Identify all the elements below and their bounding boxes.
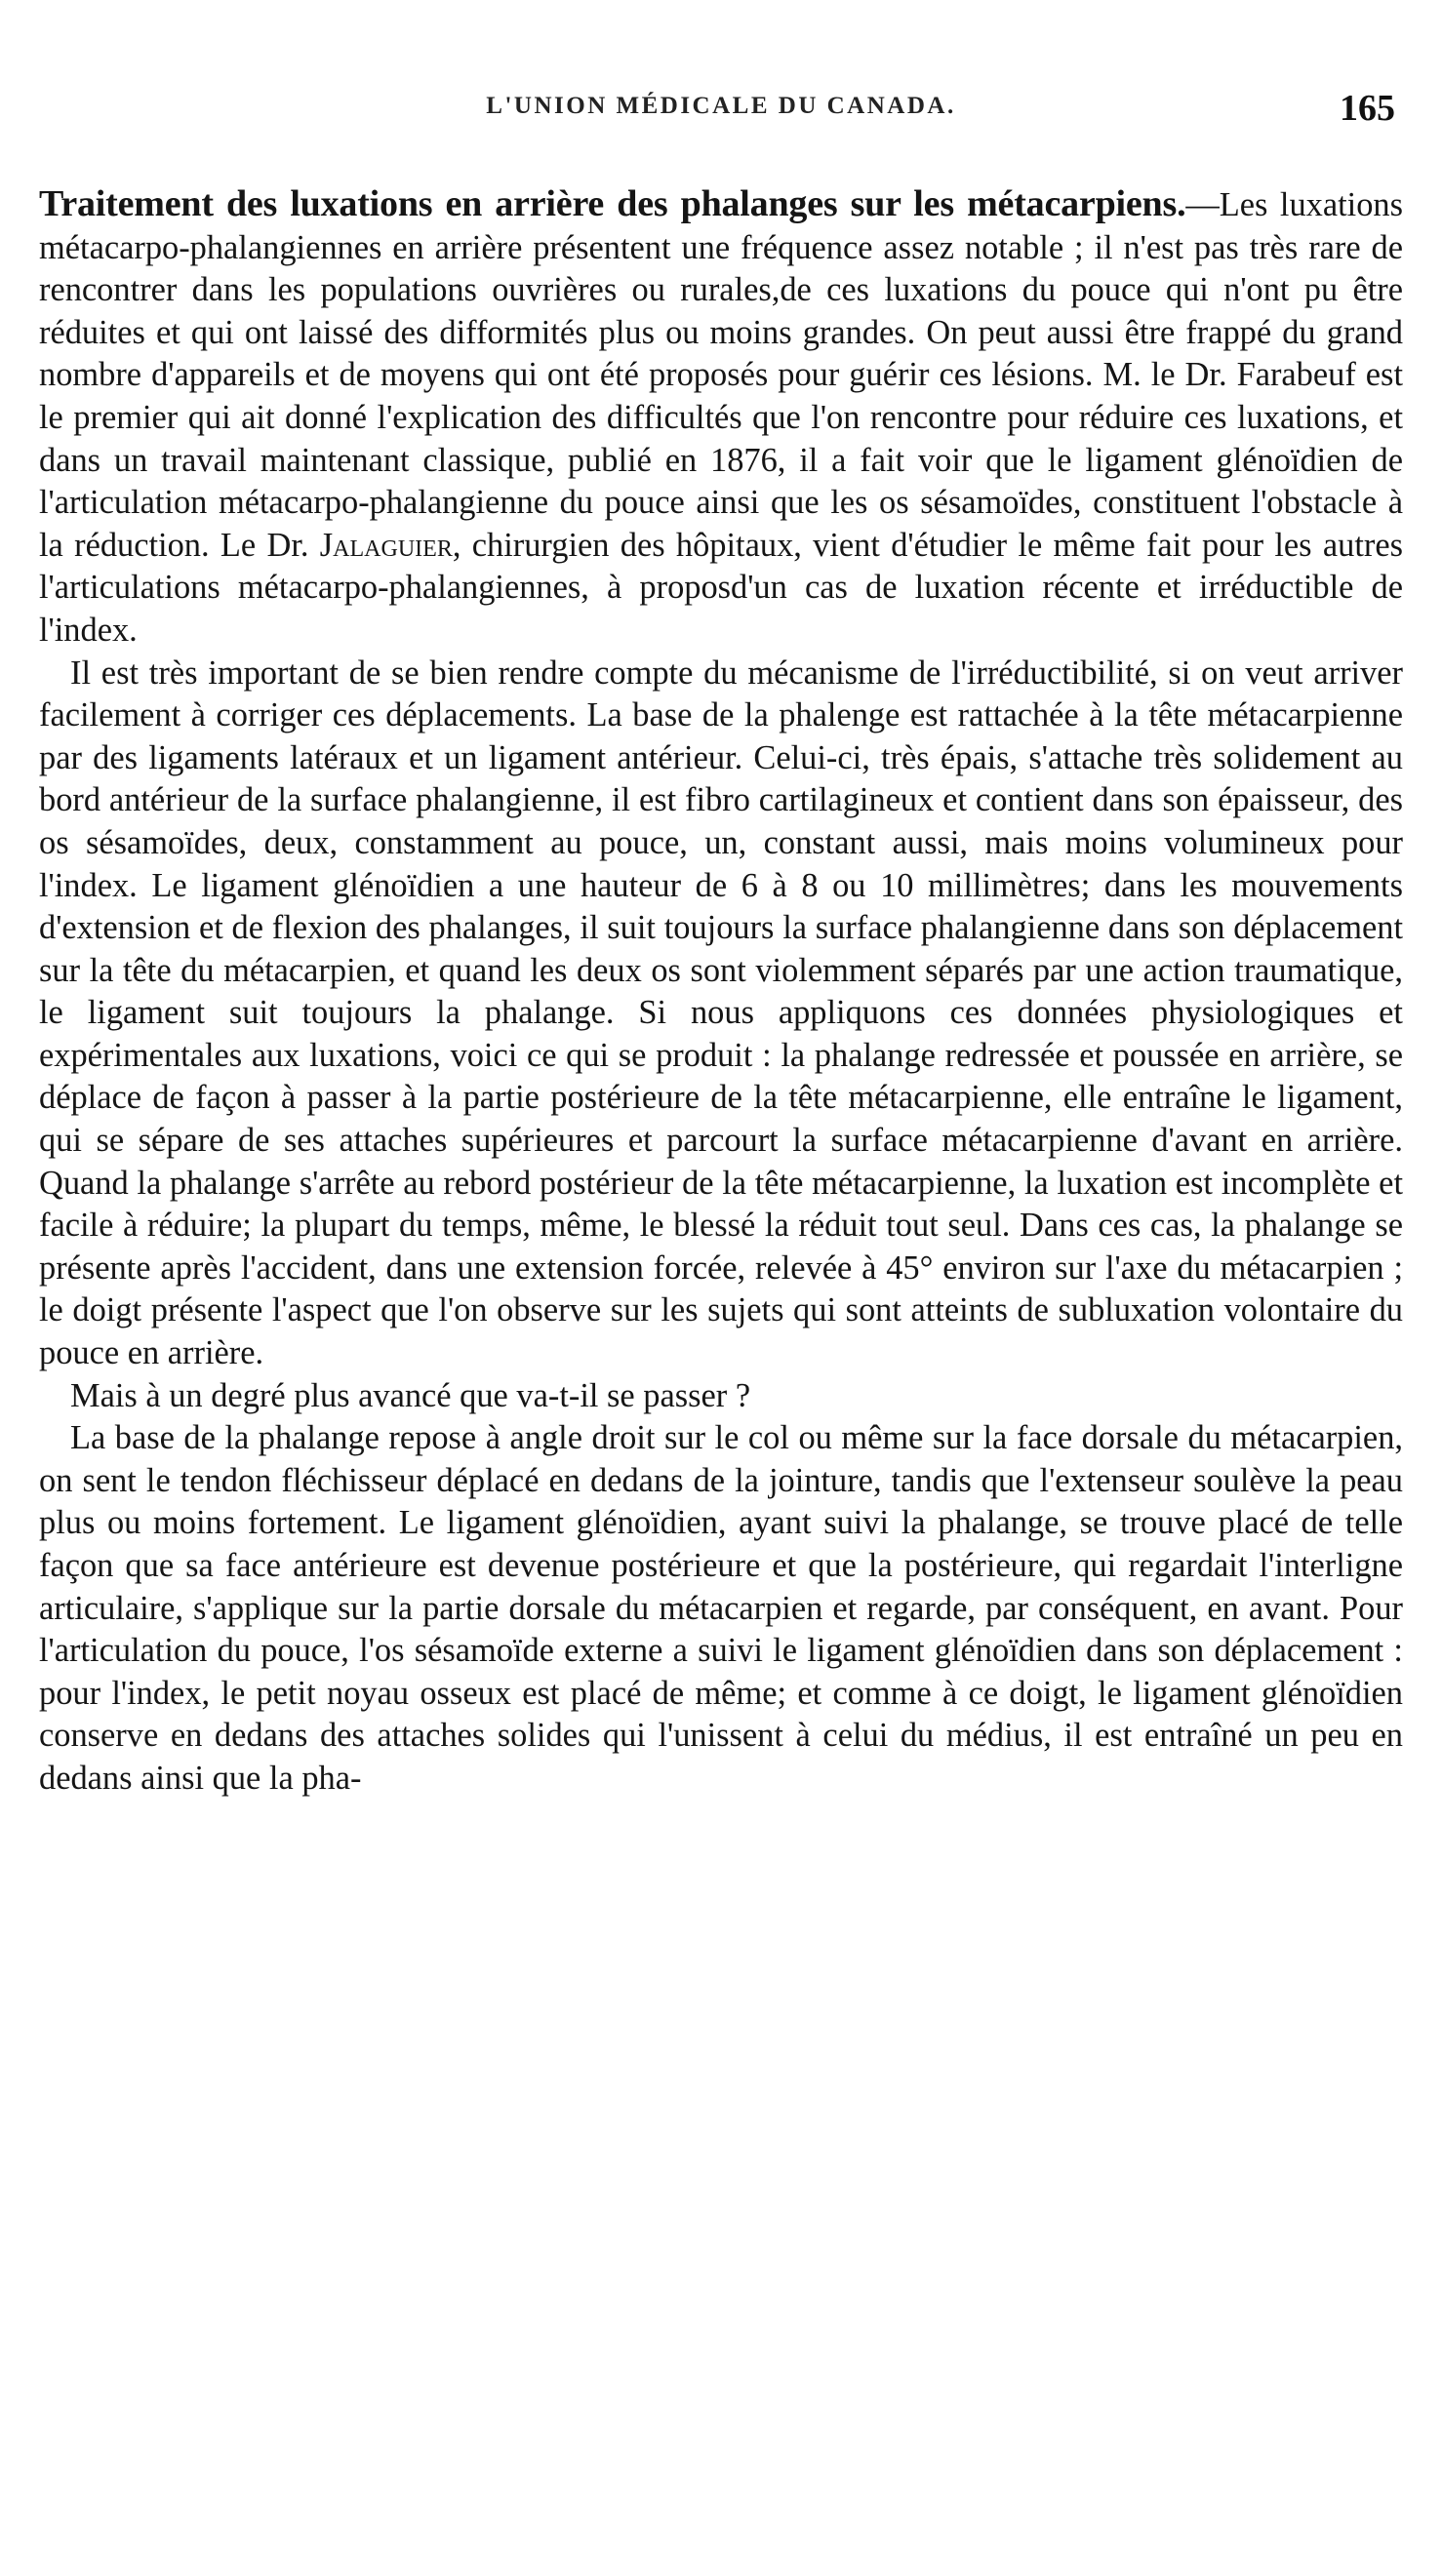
page-number: 165 bbox=[1340, 88, 1395, 129]
article-body bbox=[39, 183, 1403, 2517]
article-title: Traitement des luxations en arrière des phalanges sur les métacarpiens. bbox=[39, 183, 1186, 224]
paragraph-1-text: —Les luxations métacarpo-phalangiennes en arrière présentent une fréquence assez notable ; il n'est pas très rare de rencontrer dans les populations ouvrières ou rurales,de ces luxations du pouce qui n'ont pu être réduites et qui ont laissé des difformités plus ou moins grandes. On peut aussi être frappé du grand nombre d'appareils et de moyens qui ont été proposés pour guérir ces lésions. M. le Dr. Farabeuf est le premier qui ait donné l'explication des difficultés que l'on rencontre pour réduire ces luxations, et dans un travail maintenant classique, publié en 1876, il a fait voir que le ligament glénoïdien de l'articulation métacarpo-phalangienne du pouce ainsi que les os sésamoïdes, constituent l'obstacle à la réduction. Le Dr. bbox=[39, 186, 1403, 564]
paragraph-2: Il est très important de se bien rendre compte du mécanisme de l'irréductibilité, si on veut arriver facilement à corriger ces déplacements. La base de la phalenge est rattachée à la tête métacarpienne par des ligaments latéraux et un ligament antérieur. Celui-ci, très épais, s'attache très solidement au bord antérieur de la surface phalangienne, il est fibro cartilagineux et contient dans son épaisseur, des os sésamoïdes, deux, constamment au pouce, un, constant aussi, mais moins volumineux pour l'index. Le ligament glénoïdien a une hauteur de 6 à 8 ou 10 millimètres; dans les mouvements d'extension et de flexion des phalanges, il suit toujours la surface phalangienne dans son déplacement sur la tête du métacarpien, et quand les deux os sont violemment séparés par une action traumatique, le ligament suit toujours la phalange. Si nous appliquons ces données physiologiques et expérimentales aux luxations, voici ce qui se produit : la phalange redressée et poussée en arrière, se déplace de façon à passer à la partie postérieure de la tête métacarpienne, elle entraîne le ligament, qui se sépare de ses attaches supérieures et parcourt la surface métacarpienne d'avant en arrière. Quand la phalange s'arrête au rebord postérieur de la tête métacarpienne, la luxation est incomplète et facile à réduire; la plupart du temps, même, le blessé la réduit tout seul. Dans ces cas, la phalange se présente après l'accident, dans une extension forcée, relevée à 45° environ sur l'axe du métacarpien ; le doigt présente l'aspect que l'on observe sur les sujets qui sont atteints de subluxation volontaire du pouce en arrière. bbox=[39, 654, 1403, 1372]
paragraph-4: La base de la phalange repose à angle droit sur le col ou même sur la face dorsale du métacarpien, on sent le tendon fléchisseur déplacé en dedans de la jointure, tandis que l'extenseur soulève la peau plus ou moins fortement. Le ligament glénoïdien, ayant suivi la phalange, se trouve placé de telle façon que sa face antérieure est devenue postérieure et que la postérieure, qui regardait l'interligne articulaire, s'applique sur la partie dorsale du métacarpien et regarde, par conséquent, en avant. Pour l'articulation du pouce, l'os sésamoïde externe a suivi le ligament glénoïdien dans son déplacement : pour l'index, le petit noyau osseux est placé de même; et comme à ce doigt, le ligament glénoïdien conserve en dedans des attaches solides qui l'unissent à celui du médius, il est entraîné un peu en dedans ainsi que la pha- bbox=[39, 1419, 1403, 1797]
paragraph-1 bbox=[39, 183, 1403, 653]
running-head bbox=[29, 88, 1413, 141]
author-name: Jalaguier, bbox=[319, 526, 461, 564]
running-title: L'UNION MÉDICALE DU CANADA. bbox=[486, 93, 956, 119]
paragraph-1-text-cont: chirurgien des hôpitaux, vient d'étudier le même fait pour les autres l'articulations métacarpo-phalangiennes, à proposd'un cas de luxation récente et irréductible de l'index. bbox=[39, 526, 1403, 649]
paragraph-3: Mais à un degré plus avancé que va-t-il se passer ? bbox=[70, 1376, 751, 1414]
